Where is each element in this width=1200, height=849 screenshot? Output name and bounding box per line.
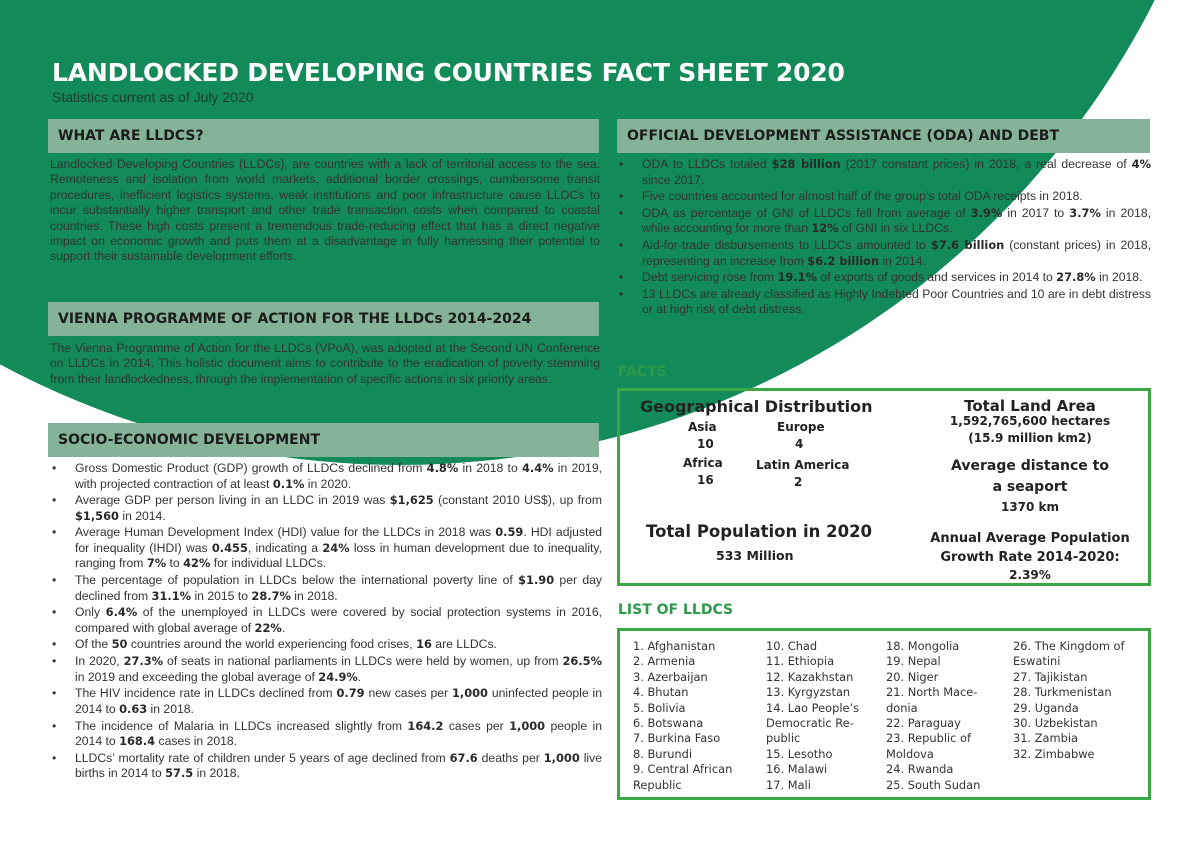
- bullet-text: to: [166, 556, 184, 571]
- bullet-highlight: 1,000: [451, 686, 488, 701]
- bullet-highlight: 164.2: [407, 718, 444, 733]
- bullet-text: of the unemployed in LLDCs were covered by social protection systems in 2016, compared with global average of: [75, 605, 602, 635]
- growth-rate-title-line-1: Annual Average Population: [930, 531, 1130, 546]
- bullet-item: [50, 686, 602, 717]
- bullet-text: in 2018, while accounting for more than: [642, 205, 1151, 236]
- bullet-text: .: [281, 620, 286, 635]
- bullet-text: in 2017 to: [1002, 205, 1070, 220]
- lldc-list-entry: 17. Mali: [766, 777, 811, 792]
- bullet-text: in 2019, with projected contraction of at least: [75, 461, 602, 491]
- lldc-list-entry: 16. Malawi: [766, 762, 828, 777]
- what-are-lldcs-text: Landlocked Developing Countries (LLDCs), are countries with a lack of territorial access to the sea. Remoteness and isolation from world markets, additional border crossings, cumbersome transit procedures, inefficient logistics systems, weak institutions and poor infrastructure cause LLDCs to incur substantially higher transport and other trade transaction costs when compared to coastal countries. These high costs present a tremendous trade-reducing effect that has a direct negative impact on economic growth and puts them at a disadvantage in fully harnessing their potential to support their sustainable development efforts.: [50, 157, 600, 264]
- lldc-list-entry: 3. Azerbaijan: [633, 669, 708, 684]
- bullet-highlight: 4%: [1131, 157, 1152, 171]
- lldc-list-entry: 23. Republic of: [886, 731, 972, 746]
- lldc-list-entry: Eswatini: [1013, 654, 1061, 669]
- bullet-highlight: 7%: [146, 556, 167, 571]
- oda-bullet-list: [617, 157, 1151, 319]
- asia-label: Asia: [688, 420, 717, 434]
- bullet-item: [50, 719, 602, 750]
- bullet-text: in 2018 to: [458, 461, 522, 475]
- lldc-list-column-2: [766, 639, 859, 793]
- lldc-list-entry: 7. Burkina Faso: [633, 731, 721, 746]
- bullet-highlight: $1,560: [75, 508, 119, 523]
- bullet-text: for individual LLDCs.: [210, 556, 327, 571]
- lldc-list-entry: donia: [886, 700, 918, 715]
- growth-rate-title-line-2: Growth Rate 2014-2020:: [940, 550, 1120, 565]
- bullet-text: in 2019 and exceeding the global average of: [75, 669, 319, 684]
- bullet-text: The percentage of population in LLDCs below the international poverty line of: [75, 573, 519, 588]
- section-heading-socio-economic: SOCIO-ECONOMIC DEVELOPMENT: [48, 423, 599, 457]
- bullet-text: loss in human development due to inequality, ranging from: [75, 540, 602, 571]
- bullet-text: since 2017.: [642, 172, 705, 187]
- bullet-highlight: 28.7%: [251, 588, 291, 603]
- bullet-highlight: 168.4: [119, 734, 156, 748]
- lldc-list-entry: 32. Zimbabwe: [1013, 746, 1095, 761]
- seaport-value: 1370 km: [1000, 500, 1060, 514]
- bullet-text: ODA to LLDCs totaled: [642, 157, 772, 171]
- bullet-text: per day declined from: [75, 573, 602, 603]
- bullet-item: [50, 605, 602, 636]
- lldc-list-entry: Republic: [633, 777, 682, 792]
- bullet-text: Average GDP per person living in an LLDC in 2019 was: [75, 493, 390, 508]
- bullet-highlight: 50: [111, 637, 128, 652]
- bullet-text: The HIV incidence rate in LLDCs declined from: [75, 686, 337, 701]
- bullet-highlight: 1,000: [543, 750, 580, 765]
- bullet-text: uninfected people in 2014 to: [75, 686, 602, 716]
- bullet-item: [617, 157, 1151, 188]
- bullet-highlight: 27.8%: [1056, 270, 1096, 285]
- population-title: Total Population in 2020: [646, 522, 873, 541]
- bullet-highlight: $7.6 billion: [930, 238, 1005, 253]
- bullet-highlight: 12%: [811, 221, 839, 236]
- europe-value: 4: [795, 437, 804, 451]
- bullet-highlight: $28 billion: [771, 157, 841, 171]
- bullet-text: Only: [75, 605, 106, 620]
- lldc-list-column-4: [1013, 639, 1125, 762]
- bullet-highlight: 42%: [183, 556, 211, 571]
- lldc-list-box: [617, 628, 1151, 800]
- bullet-highlight: 0.63: [119, 701, 148, 716]
- bullet-text: in 2018.: [147, 701, 194, 716]
- bullet-item: [50, 751, 602, 782]
- bullet-highlight: 0.59: [495, 525, 524, 540]
- vienna-programme-text: The Vienna Programme of Action for the LLDCs (VPoA), was adopted at the Second UN Conference on LLDCs in 2014. This holistic document aims to contribute to the eradication of poverty stemming from their landlockedness, through the implementation of specific actions in six priority areas.: [50, 341, 600, 386]
- bullet-item: [50, 573, 602, 604]
- bullet-text: (constant prices) in 2018, representing an increase from: [642, 238, 1151, 268]
- lldc-list-entry: 25. South Sudan: [886, 777, 981, 792]
- lldc-list-entry: 19. Nepal: [886, 654, 941, 669]
- lldc-list-entry: 10. Chad: [766, 639, 818, 653]
- bullet-text: ODA as percentage of GNI of LLDCs fell from average of: [642, 205, 971, 220]
- page-subtitle: Statistics current as of July 2020: [52, 89, 254, 105]
- bullet-item: [50, 637, 602, 653]
- lldc-list-entry: 27. Tajikistan: [1013, 669, 1088, 684]
- bullet-text: in 2018.: [290, 588, 338, 603]
- lldc-list-entry: 12. Kazakhstan: [766, 669, 854, 684]
- bullet-highlight: 4.8%: [426, 461, 459, 475]
- latin-america-value: 2: [794, 475, 803, 489]
- bullet-text: (2017 constant prices) in 2018, a real decrease of: [840, 157, 1132, 171]
- bullet-text: of GNI in six LLDCs.: [838, 221, 953, 236]
- lldc-list-column-1: [633, 639, 732, 793]
- lldc-list-entry: 28. Turkmenistan: [1013, 685, 1112, 700]
- section-heading-oda-and-debt: OFFICIAL DEVELOPMENT ASSISTANCE (ODA) AND DEBT: [617, 119, 1150, 153]
- lldc-list-entry: 29. Uganda: [1013, 700, 1079, 715]
- bullet-highlight: 31.1%: [151, 588, 192, 603]
- lldc-list-entry: 1. Afghanistan: [633, 639, 716, 653]
- bullet-text: in 2018.: [1095, 270, 1143, 285]
- geo-distribution-title: Geographical Distribution: [640, 397, 873, 416]
- bullet-text: in 2014.: [879, 253, 926, 268]
- lldc-list-entry: 8. Burundi: [633, 746, 693, 761]
- bullet-highlight: 6.4%: [105, 605, 138, 620]
- bullet-highlight: 19.1%: [777, 270, 817, 285]
- bullet-text: Of the: [75, 637, 112, 652]
- bullet-text: countries around the world experiencing food crises,: [127, 637, 417, 652]
- bullet-text: Gross Domestic Product (GDP) growth of LLDCs declined from: [75, 461, 427, 475]
- bullet-highlight: $6.2 billion: [807, 253, 880, 268]
- bullet-highlight: 22%: [254, 620, 282, 635]
- bullet-highlight: 27.3%: [123, 654, 164, 669]
- lldc-list-entry: 5. Bolivia: [633, 700, 686, 715]
- bullet-text: in 2018.: [193, 766, 240, 781]
- bullet-text: LLDCs’ mortality rate of children under 5 years of age declined from: [75, 750, 450, 765]
- lldc-list-entry: 21. North Mace-: [886, 685, 978, 700]
- lldc-list-entry: 15. Lesotho: [766, 746, 833, 761]
- bullet-highlight: $1,625: [389, 493, 434, 508]
- bullet-highlight: 26.5%: [562, 654, 602, 669]
- lldc-list-entry: 14. Lao People’s: [766, 700, 860, 715]
- bullet-highlight: 1,000: [509, 718, 546, 733]
- list-of-lldcs-label: LIST OF LLDCS: [618, 602, 734, 618]
- lldc-list-entry: 11. Ethiopia: [766, 654, 835, 669]
- bullet-highlight: 0.1%: [272, 476, 305, 491]
- bullet-text: cases per: [443, 718, 510, 733]
- bullet-highlight: 0.79: [336, 686, 365, 701]
- bullet-text: (constant 2010 US$), up from: [433, 493, 602, 508]
- growth-rate-value: 2.39%: [1009, 568, 1051, 582]
- bullet-highlight: 24%: [322, 540, 350, 555]
- asia-value: 10: [697, 437, 714, 451]
- bullet-highlight: 3.9%: [970, 205, 1003, 220]
- bullet-text: in 2014.: [118, 508, 166, 523]
- lldc-list-entry: 26. The Kingdom of: [1013, 639, 1125, 653]
- bullet-text: new cases per: [364, 686, 452, 701]
- page-title: LANDLOCKED DEVELOPING COUNTRIES FACT SHEET 2020: [52, 58, 845, 87]
- africa-label: Africa: [683, 456, 723, 470]
- bullet-text: cases in 2018.: [155, 734, 238, 748]
- bullet-item: [617, 287, 1151, 318]
- bullet-text: are LLDCs.: [431, 637, 497, 652]
- bullet-text: of seats in national parliaments in LLDCs were held by women, up from: [163, 654, 563, 669]
- socio-economic-bullet-list: [50, 461, 602, 783]
- bullet-text: Average Human Development Index (HDI) value for the LLDCs in 2018 was: [75, 525, 496, 540]
- lldc-list-entry: 9. Central African: [633, 762, 733, 777]
- europe-label: Europe: [777, 420, 825, 434]
- facts-box: [617, 388, 1151, 586]
- seaport-title-line-2: a seaport: [992, 479, 1068, 495]
- lldc-list-entry: 24. Rwanda: [886, 762, 954, 777]
- bullet-text: 13 LLDCs are already classified as Highly Indebted Poor Countries and 10 are in debt distress or at high risk of debt distress.: [642, 286, 1151, 317]
- lldc-list-entry: 6. Botswana: [633, 716, 704, 731]
- bullet-text: The incidence of Malaria in LLDCs increased slightly from: [75, 718, 408, 733]
- bullet-item: [617, 189, 1151, 205]
- bullet-highlight: $1.90: [518, 573, 555, 588]
- bullet-item: [50, 493, 602, 524]
- lldc-list-entry: 4. Bhutan: [633, 685, 689, 700]
- lldc-list-column-3: [886, 639, 980, 793]
- bullet-item: [617, 206, 1151, 237]
- bullet-text: In 2020,: [75, 654, 124, 669]
- facts-label: FACTS: [618, 364, 667, 380]
- latin-america-label: Latin America: [756, 458, 850, 472]
- bullet-text: deaths per: [477, 750, 544, 765]
- land-area-title: Total Land Area: [964, 397, 1096, 415]
- bullet-text: people in 2014 to: [75, 718, 602, 748]
- bullet-text: . HDI adjusted for inequality (IHDI) was: [75, 525, 602, 555]
- bullet-highlight: 0.455: [211, 540, 248, 555]
- population-value: 533 Million: [716, 548, 794, 563]
- bullet-item: [50, 461, 602, 492]
- bullet-highlight: 3.7%: [1069, 205, 1101, 220]
- bullet-text: .: [357, 669, 362, 684]
- lldc-list-entry: 31. Zambia: [1013, 731, 1078, 746]
- bullet-text: Debt servicing rose from: [642, 270, 778, 285]
- bullet-highlight: 16: [416, 637, 432, 652]
- land-area-value: 1,592,765,600 hectares: [949, 414, 1111, 428]
- lldc-list-entry: 20. Niger: [886, 669, 939, 684]
- bullet-text: , indicating a: [247, 540, 323, 555]
- bullet-highlight: 57.5: [165, 766, 194, 781]
- lldc-list-entry: Democratic Re-: [766, 716, 854, 731]
- lldc-list-entry: 30. Uzbekistan: [1013, 716, 1098, 731]
- bullet-highlight: 4.4%: [521, 461, 554, 475]
- land-area-value-km2: (15.9 million km2): [968, 431, 1092, 445]
- lldc-list-entry: 2. Armenia: [633, 654, 696, 669]
- africa-value: 16: [697, 473, 714, 487]
- lldc-list-entry: public: [766, 731, 801, 746]
- bullet-item: [50, 654, 602, 685]
- bullet-item: [50, 525, 602, 572]
- bullet-item: [617, 238, 1151, 269]
- bullet-text: of exports of goods and services in 2014 to: [817, 270, 1057, 285]
- bullet-text: in 2015 to: [191, 588, 252, 603]
- bullet-text: in 2020.: [304, 476, 352, 491]
- lldc-list-entry: 18. Mongolia: [886, 639, 960, 653]
- lldc-list-entry: Moldova: [886, 746, 934, 761]
- section-heading-vienna-programme: VIENNA PROGRAMME OF ACTION FOR THE LLDCs 2014-2024: [48, 302, 599, 336]
- lldc-list-entry: 13. Kyrgyzstan: [766, 685, 851, 700]
- section-heading-what-are-lldcs: WHAT ARE LLDCS?: [48, 119, 599, 153]
- bullet-item: [617, 270, 1151, 286]
- bullet-text: Five countries accounted for almost half of the group’s total ODA receipts in 2018.: [642, 189, 1083, 204]
- bullet-highlight: 67.6: [449, 750, 478, 765]
- lldc-list-entry: 22. Paraguay: [886, 716, 961, 731]
- bullet-text: Aid-for-trade disbursements to LLDCs amounted to: [642, 238, 931, 253]
- seaport-title-line-1: Average distance to: [951, 458, 1109, 474]
- bullet-highlight: 24.9%: [318, 669, 358, 684]
- bullet-text: live births in 2014 to: [75, 750, 602, 781]
